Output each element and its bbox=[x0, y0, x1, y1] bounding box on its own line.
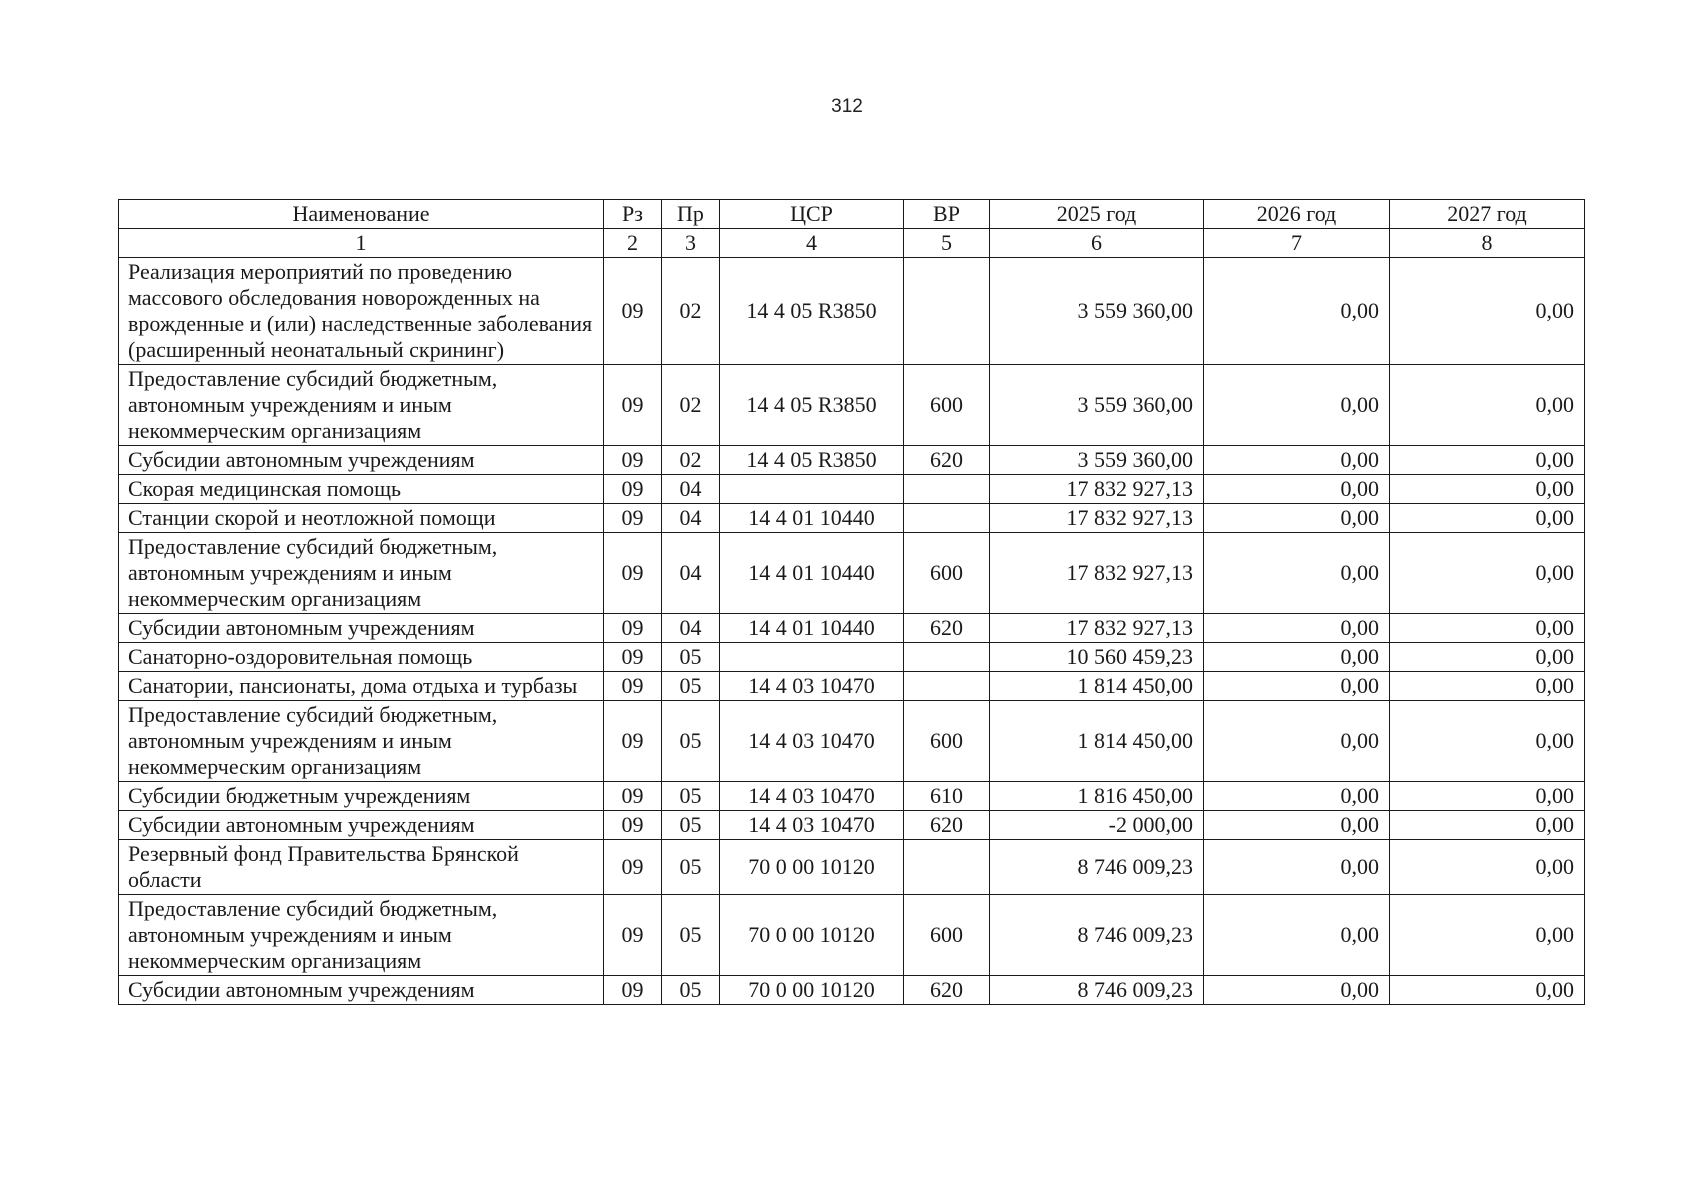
cell-name: Станции скорой и неотложной помощи bbox=[119, 504, 604, 533]
cell-name: Предоставление субсидий бюджетным, автономным учреждениям и иным некоммерческим организациям bbox=[119, 533, 604, 614]
cell-name: Предоставление субсидий бюджетным, автономным учреждениям и иным некоммерческим организациям bbox=[119, 895, 604, 976]
cell-csr: 70 0 00 10120 bbox=[720, 976, 904, 1005]
cell-2026: 0,00 bbox=[1204, 672, 1390, 701]
cell-name: Субсидии автономным учреждениям bbox=[119, 976, 604, 1005]
cell-name: Санатории, пансионаты, дома отдыха и турбазы bbox=[119, 672, 604, 701]
cell-2026: 0,00 bbox=[1204, 365, 1390, 446]
cell-vr bbox=[904, 504, 990, 533]
cell-2027: 0,00 bbox=[1390, 840, 1585, 895]
cell-2026: 0,00 bbox=[1204, 895, 1390, 976]
cell-2027: 0,00 bbox=[1390, 504, 1585, 533]
cell-vr: 620 bbox=[904, 614, 990, 643]
cell-2027: 0,00 bbox=[1390, 446, 1585, 475]
cell-pr: 05 bbox=[662, 895, 720, 976]
cell-2026: 0,00 bbox=[1204, 811, 1390, 840]
cell-2027: 0,00 bbox=[1390, 258, 1585, 365]
column-number-row bbox=[119, 229, 1585, 258]
cell-vr: 620 bbox=[904, 976, 990, 1005]
cell-2025: 17 832 927,13 bbox=[990, 614, 1204, 643]
cell-2025: 8 746 009,23 bbox=[990, 895, 1204, 976]
cell-name: Реализация мероприятий по проведению массового обследования новорожденных на врожденные и (или) наследственные заболевания (расширенный неонатальный скрининг) bbox=[119, 258, 604, 365]
cell-vr: 600 bbox=[904, 533, 990, 614]
cell-name: Субсидии автономным учреждениям bbox=[119, 811, 604, 840]
table-row bbox=[119, 811, 1585, 840]
cell-rz: 09 bbox=[604, 365, 662, 446]
cell-2025: 17 832 927,13 bbox=[990, 533, 1204, 614]
cell-2027: 0,00 bbox=[1390, 895, 1585, 976]
cell-pr: 05 bbox=[662, 840, 720, 895]
cell-rz: 09 bbox=[604, 504, 662, 533]
cell-csr bbox=[720, 475, 904, 504]
cell-vr: 620 bbox=[904, 811, 990, 840]
header-2027: 2027 год bbox=[1390, 200, 1585, 229]
table-row bbox=[119, 533, 1585, 614]
table-row bbox=[119, 643, 1585, 672]
cell-rz: 09 bbox=[604, 475, 662, 504]
cell-vr bbox=[904, 475, 990, 504]
cell-2026: 0,00 bbox=[1204, 475, 1390, 504]
table-row bbox=[119, 504, 1585, 533]
table-row bbox=[119, 672, 1585, 701]
header-row bbox=[119, 200, 1585, 229]
cell-csr: 14 4 03 10470 bbox=[720, 672, 904, 701]
cell-pr: 04 bbox=[662, 475, 720, 504]
cell-csr: 14 4 05 R3850 bbox=[720, 258, 904, 365]
cell-pr: 02 bbox=[662, 446, 720, 475]
table-row bbox=[119, 895, 1585, 976]
cell-vr bbox=[904, 672, 990, 701]
table-row bbox=[119, 976, 1585, 1005]
cell-vr bbox=[904, 258, 990, 365]
cell-2026: 0,00 bbox=[1204, 782, 1390, 811]
cell-rz: 09 bbox=[604, 895, 662, 976]
cell-rz: 09 bbox=[604, 533, 662, 614]
cell-2025: -2 000,00 bbox=[990, 811, 1204, 840]
cell-2025: 3 559 360,00 bbox=[990, 258, 1204, 365]
column-number: 8 bbox=[1390, 229, 1585, 258]
cell-name: Предоставление субсидий бюджетным, автономным учреждениям и иным некоммерческим организациям bbox=[119, 365, 604, 446]
header-rz: Рз bbox=[604, 200, 662, 229]
cell-2027: 0,00 bbox=[1390, 782, 1585, 811]
cell-rz: 09 bbox=[604, 811, 662, 840]
cell-2027: 0,00 bbox=[1390, 475, 1585, 504]
table-body bbox=[119, 229, 1585, 1005]
cell-2027: 0,00 bbox=[1390, 672, 1585, 701]
cell-2027: 0,00 bbox=[1390, 365, 1585, 446]
cell-2026: 0,00 bbox=[1204, 614, 1390, 643]
cell-2025: 17 832 927,13 bbox=[990, 475, 1204, 504]
header-csr: ЦСР bbox=[720, 200, 904, 229]
cell-name: Резервный фонд Правительства Брянской области bbox=[119, 840, 604, 895]
cell-csr: 14 4 01 10440 bbox=[720, 614, 904, 643]
cell-name: Предоставление субсидий бюджетным, автономным учреждениям и иным некоммерческим организациям bbox=[119, 701, 604, 782]
cell-vr bbox=[904, 643, 990, 672]
cell-2025: 3 559 360,00 bbox=[990, 365, 1204, 446]
cell-pr: 04 bbox=[662, 614, 720, 643]
cell-2027: 0,00 bbox=[1390, 976, 1585, 1005]
cell-csr: 70 0 00 10120 bbox=[720, 895, 904, 976]
cell-name: Субсидии бюджетным учреждениям bbox=[119, 782, 604, 811]
cell-pr: 05 bbox=[662, 643, 720, 672]
page-number: 312 bbox=[831, 96, 863, 117]
cell-2025: 8 746 009,23 bbox=[990, 840, 1204, 895]
table-row bbox=[119, 614, 1585, 643]
cell-2026: 0,00 bbox=[1204, 258, 1390, 365]
cell-rz: 09 bbox=[604, 782, 662, 811]
cell-rz: 09 bbox=[604, 701, 662, 782]
cell-name: Скорая медицинская помощь bbox=[119, 475, 604, 504]
cell-vr: 610 bbox=[904, 782, 990, 811]
cell-rz: 09 bbox=[604, 446, 662, 475]
column-number: 2 bbox=[604, 229, 662, 258]
cell-2027: 0,00 bbox=[1390, 614, 1585, 643]
cell-2027: 0,00 bbox=[1390, 533, 1585, 614]
cell-2026: 0,00 bbox=[1204, 976, 1390, 1005]
table-row bbox=[119, 446, 1585, 475]
cell-pr: 04 bbox=[662, 504, 720, 533]
cell-csr: 14 4 03 10470 bbox=[720, 782, 904, 811]
table-row bbox=[119, 782, 1585, 811]
cell-csr: 14 4 01 10440 bbox=[720, 504, 904, 533]
table-row bbox=[119, 365, 1585, 446]
cell-pr: 02 bbox=[662, 258, 720, 365]
cell-2026: 0,00 bbox=[1204, 701, 1390, 782]
cell-pr: 05 bbox=[662, 976, 720, 1005]
cell-pr: 05 bbox=[662, 782, 720, 811]
cell-csr bbox=[720, 643, 904, 672]
cell-pr: 05 bbox=[662, 672, 720, 701]
cell-name: Субсидии автономным учреждениям bbox=[119, 614, 604, 643]
header-2026: 2026 год bbox=[1204, 200, 1390, 229]
cell-pr: 05 bbox=[662, 701, 720, 782]
cell-rz: 09 bbox=[604, 976, 662, 1005]
column-number: 5 bbox=[904, 229, 990, 258]
cell-csr: 14 4 01 10440 bbox=[720, 533, 904, 614]
cell-pr: 05 bbox=[662, 811, 720, 840]
cell-rz: 09 bbox=[604, 258, 662, 365]
cell-csr: 14 4 03 10470 bbox=[720, 811, 904, 840]
cell-2027: 0,00 bbox=[1390, 643, 1585, 672]
cell-rz: 09 bbox=[604, 643, 662, 672]
cell-vr: 600 bbox=[904, 701, 990, 782]
cell-2025: 1 814 450,00 bbox=[990, 701, 1204, 782]
cell-2025: 17 832 927,13 bbox=[990, 504, 1204, 533]
cell-name: Субсидии автономным учреждениям bbox=[119, 446, 604, 475]
cell-2026: 0,00 bbox=[1204, 504, 1390, 533]
header-vr: ВР bbox=[904, 200, 990, 229]
table-row bbox=[119, 701, 1585, 782]
cell-2025: 10 560 459,23 bbox=[990, 643, 1204, 672]
cell-2026: 0,00 bbox=[1204, 533, 1390, 614]
column-number: 7 bbox=[1204, 229, 1390, 258]
cell-2025: 3 559 360,00 bbox=[990, 446, 1204, 475]
cell-csr: 70 0 00 10120 bbox=[720, 840, 904, 895]
cell-pr: 02 bbox=[662, 365, 720, 446]
header-2025: 2025 год bbox=[990, 200, 1204, 229]
cell-name: Санаторно-оздоровительная помощь bbox=[119, 643, 604, 672]
table-row bbox=[119, 258, 1585, 365]
header-name: Наименование bbox=[119, 200, 604, 229]
cell-2026: 0,00 bbox=[1204, 643, 1390, 672]
budget-table bbox=[118, 199, 1585, 1005]
column-number: 1 bbox=[119, 229, 604, 258]
column-number: 4 bbox=[720, 229, 904, 258]
cell-2025: 1 816 450,00 bbox=[990, 782, 1204, 811]
cell-rz: 09 bbox=[604, 614, 662, 643]
cell-rz: 09 bbox=[604, 672, 662, 701]
cell-rz: 09 bbox=[604, 840, 662, 895]
cell-csr: 14 4 05 R3850 bbox=[720, 446, 904, 475]
cell-vr: 600 bbox=[904, 895, 990, 976]
cell-2027: 0,00 bbox=[1390, 701, 1585, 782]
cell-csr: 14 4 05 R3850 bbox=[720, 365, 904, 446]
cell-pr: 04 bbox=[662, 533, 720, 614]
column-number: 3 bbox=[662, 229, 720, 258]
cell-2025: 1 814 450,00 bbox=[990, 672, 1204, 701]
cell-2027: 0,00 bbox=[1390, 811, 1585, 840]
table-row bbox=[119, 840, 1585, 895]
cell-csr: 14 4 03 10470 bbox=[720, 701, 904, 782]
cell-2026: 0,00 bbox=[1204, 446, 1390, 475]
header-pr: Пр bbox=[662, 200, 720, 229]
cell-2026: 0,00 bbox=[1204, 840, 1390, 895]
cell-2025: 8 746 009,23 bbox=[990, 976, 1204, 1005]
cell-vr: 600 bbox=[904, 365, 990, 446]
table-row bbox=[119, 475, 1585, 504]
column-number: 6 bbox=[990, 229, 1204, 258]
cell-vr bbox=[904, 840, 990, 895]
cell-vr: 620 bbox=[904, 446, 990, 475]
